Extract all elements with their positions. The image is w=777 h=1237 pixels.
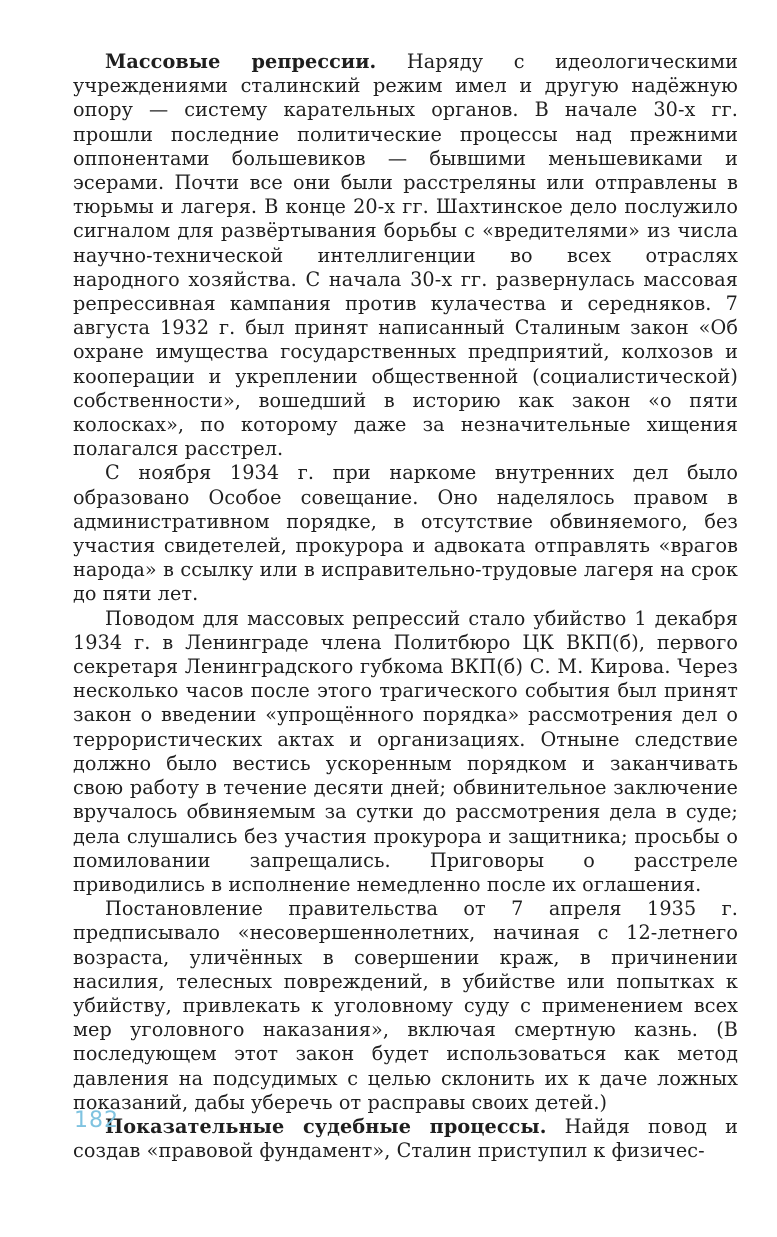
paragraph-text: Поводом для массовых репрессий стало убийство 1 декабря 1934 г. в Ленинграде члена Политбюро ЦК ВКП(б), первого секретаря Ленинградского губкома ВКП(б) С. М. Кирова. Через несколько часов после этого трагического события был принят закон о введении «упрощённого порядка» рассмотрения дел о террористических актах и организациях. Отныне следствие должно было вестись ускоренным порядком и заканчивать свою работу в течение десяти дней; обвинительное заключение вручалось обвиняемым за сутки до рассмотрения дела в суде; дела слушались без участия прокурора и защитника; просьбы о помиловании запрещались. Приговоры о расстреле приводились в исполнение немедленно после их оглашения. [73,606,738,896]
section-heading-mass-repressions: Массовые репрессии. [105,50,377,73]
paragraph-minors-decree [73,897,738,1115]
section-heading-show-trials: Показательные судебные процессы. [105,1114,547,1138]
paragraph-text: Найдя повод и создав «правовой фундамент», Сталин приступил к физичес- [73,1114,738,1163]
paragraph-mass-repressions [73,50,738,461]
text-body [73,50,738,1163]
paragraph-text: Наряду с идеологическими учреждениями сталинский режим имел и другую надёжную опору — систему карательных органов. В начале 30-х гг. прошли последние политические процессы над прежними оппонентами большевиков — бывшими меньшевиками и эсерами. Почти все они были расстреляны или отправлены в тюрьмы и лагеря. В конце 20-х гг. Шахтинское дело послужило сигналом для развёртывания борьбы с «вредителями» из числа научно-технической интеллигенции во всех отраслях народного хозяйства. С начала 30-х гг. развернулась массовая репрессивная кампания против кулачества и середняков. 7 августа 1932 г. был принят написанный Сталиным закон «Об охране имущества государственных предприятий, колхозов и кооперации и укреплении общественной (социалистической) собственности», вошедший в историю как закон «о пяти колосках», по которому даже за незначительные хищения полагался расстрел. [73,50,738,461]
page-number: 182 [74,1108,119,1133]
paragraph-kirov-murder [73,607,738,897]
paragraph-text: Постановление правительства от 7 апреля 1935 г. предписывало «несовершеннолетних, начиная с 12-летнего возраста, уличённых в совершении краж, в причинении насилия, телесных повреждений, в убийстве или попытках к убийству, привлекать к уголовному суду с применением всех мер уголовного наказания», включая смертную казнь. (В последующем этот закон будет использоваться как метод давления на подсудимых с целью склонить их к даче ложных показаний, дабы уберечь от расправы своих детей.) [73,897,738,1114]
paragraph-text: С ноября 1934 г. при наркоме внутренних дел было образовано Особое совещание. Оно наделялось правом в административном порядке, в отсутствие обвиняемого, без участия свидетелей, прокурора и адвоката отправлять «врагов народа» в ссылку или в исправительно-трудовые лагеря на срок до пяти лет. [73,461,738,606]
paragraph-show-trials [73,1115,738,1163]
paragraph-special-council [73,461,738,606]
